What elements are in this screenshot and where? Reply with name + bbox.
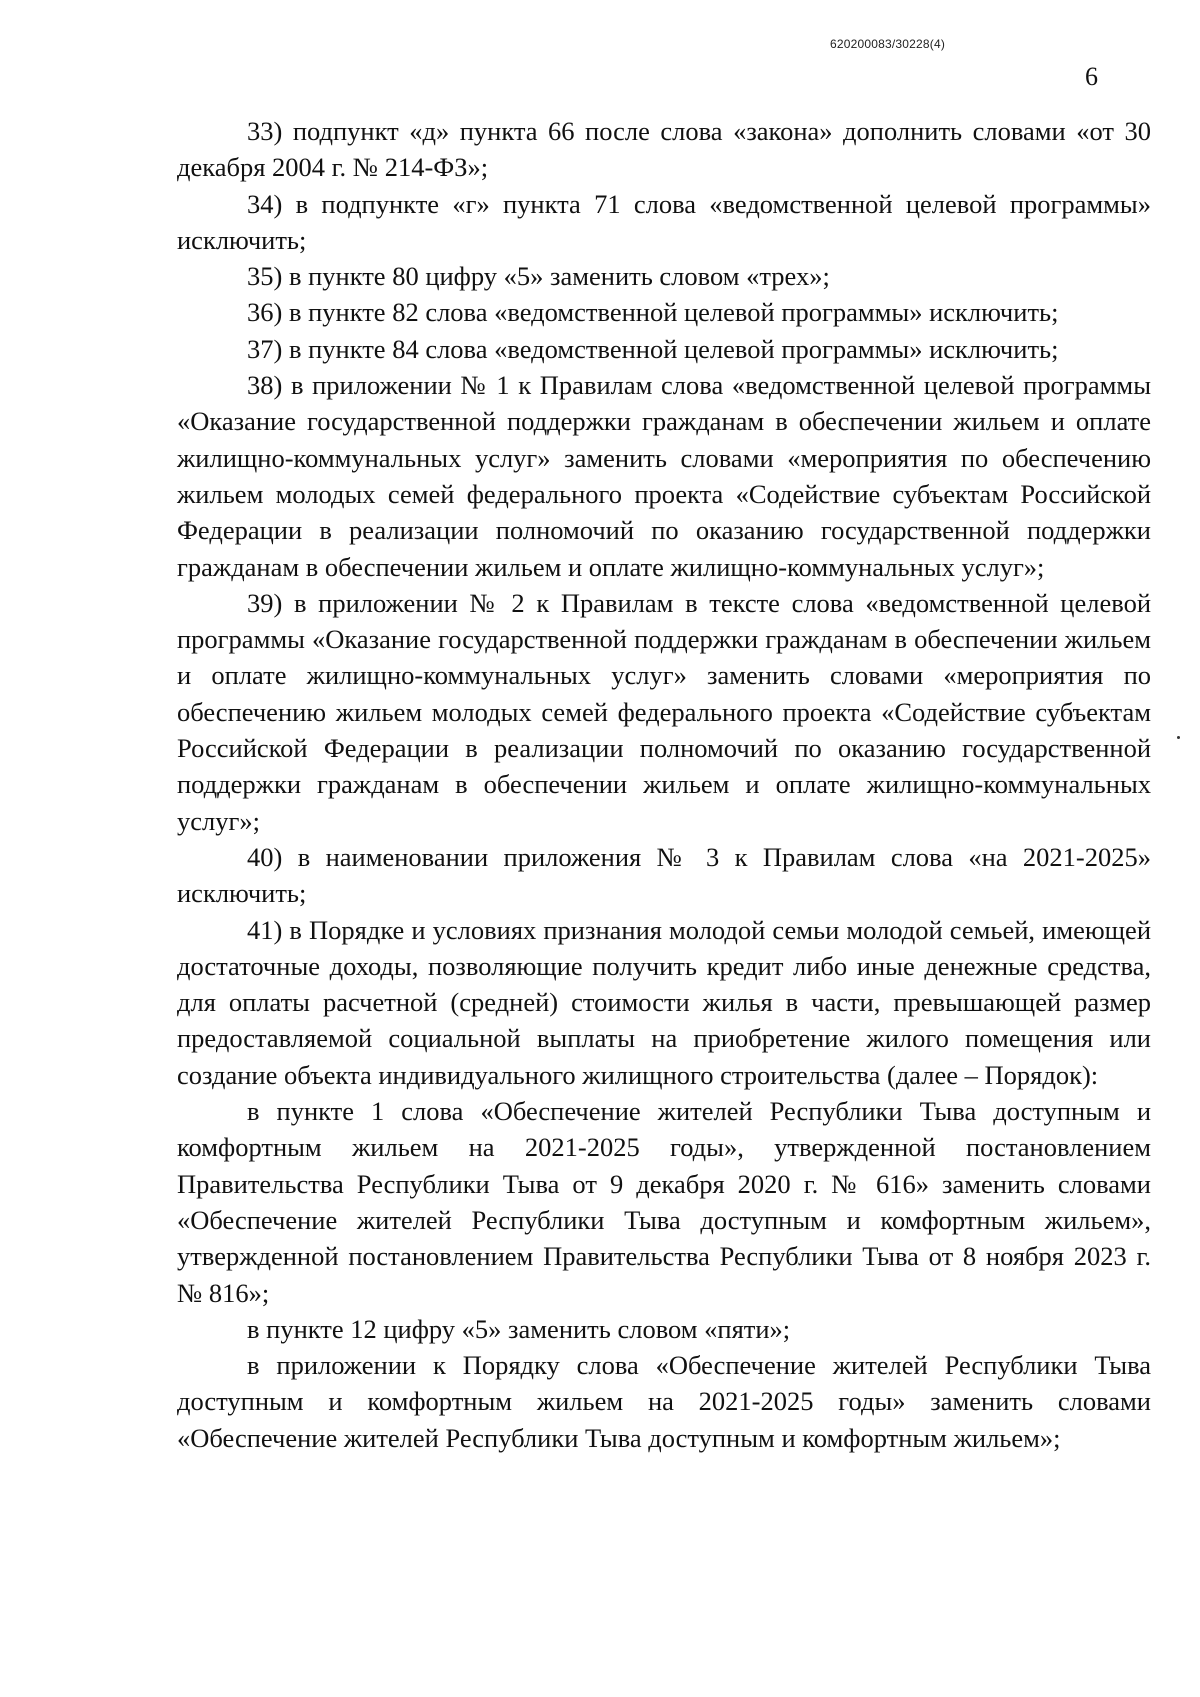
- paragraph-33: 33) подпункт «д» пункта 66 после слова «закона» дополнить словами «от 30 декабря 2004 г. № 214-ФЗ»;: [177, 116, 1151, 183]
- paragraph-37: 37) в пункте 84 слова «ведомственной целевой программы» исключить;: [247, 333, 1059, 364]
- paragraph-35: 35) в пункте 80 цифру «5» заменить словом «трех»;: [247, 261, 830, 292]
- paragraph-40: 40) в наименовании приложения № 3 к Правилам слова «на 2021-2025» исключить;: [177, 841, 1151, 909]
- paragraph-36: 36) в пункте 82 слова «ведомственной целевой программы» исключить;: [247, 297, 1059, 328]
- paragraph-34: 34) в подпункте «г» пункта 71 слова «ведомственной целевой программы» исключить;: [177, 188, 1151, 255]
- document-body: [177, 113, 1151, 1456]
- paragraph-41-item-point-12: в пункте 12 цифру «5» заменить словом «пяти»;: [247, 1313, 791, 1344]
- paragraph-41-item-appendix: в приложении к Порядку слова «Обеспечение жителей Республики Тыва доступным и комфортным жильем на 2021-2025 годы» заменить словами «Обеспечение жителей Республики Тыва доступным и комфортным жильем»;: [177, 1350, 1151, 1453]
- paragraph-38: 38) в приложении № 1 к Правилам слова «ведомственной целевой программы «Оказание государственной поддержки гражданам в обеспечении жильем и оплате жилищно-коммунальных услуг» заменить словами «мероприятия по обеспечению жильем молодых семей федерального проекта «Содействие субъектам Российской Федерации в реализации полномочий по оказанию государственной поддержки гражданам в обеспечении жильем и оплате жилищно-коммунальных услуг»;: [177, 370, 1151, 582]
- page-number: 6: [1085, 62, 1098, 91]
- paragraph-41: 41) в Порядке и условиях признания молодой семьи молодой семьей, имеющей достаточные доходы, позволяющие получить кредит либо иные денежные средства, для оплаты расчетной (средней) стоимости жилья в части, превышающей размер предоставляемой социальной выплаты на приобретение жилого помещения или создание объекта индивидуального жилищного строительства (далее – Порядок):: [177, 914, 1151, 1090]
- scan-artifact-dot: [1177, 736, 1180, 739]
- paragraph-39: 39) в приложении № 2 к Правилам в тексте слова «ведомственной целевой программы «Оказание государственной поддержки гражданам в обеспечении жильем и оплате жилищно-коммунальных услуг» заменить словами «мероприятия по обеспечению жильем молодых семей федерального проекта «Содействие субъектам Российской Федерации в реализации полномочий по оказанию государственной поддержки гражданам в обеспечении жильем и оплате жилищно-коммунальных услуг»;: [177, 587, 1151, 836]
- document-registration-number: 620200083/30228(4): [830, 37, 946, 51]
- paragraph-41-item-point-1: в пункте 1 слова «Обеспечение жителей Республики Тыва доступным и комфортным жильем на 2021-2025 годы», утвержденной постановлением Правительства Республики Тыва от 9 декабря 2020 г. № 616» заменить словами «Обеспечение жителей Республики Тыва доступным и комфортным жильем», утвержденной постановлением Правительства Республики Тыва от 8 ноября 2023 г. № 816»;: [177, 1096, 1151, 1308]
